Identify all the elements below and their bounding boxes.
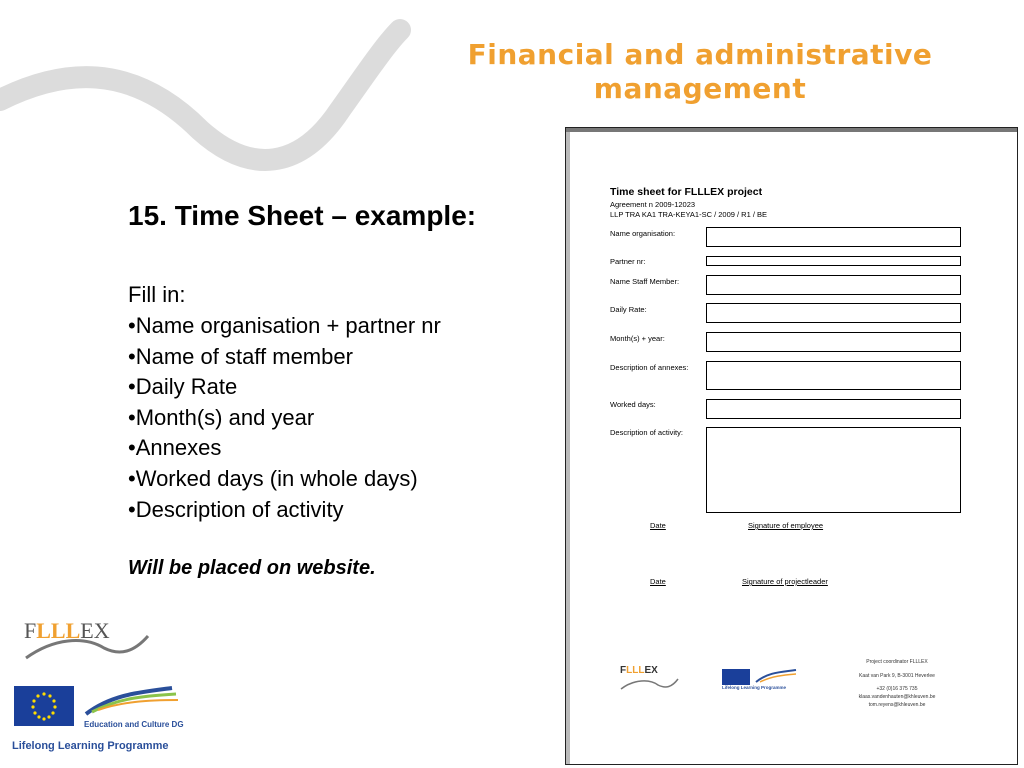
field-box-worked-days (706, 399, 961, 419)
field-box-annexes (706, 361, 961, 390)
project-reference: LLP TRA KA1 TRA-KEYA1-SC / 2009 / R1 / BE (610, 210, 768, 219)
footer-logo-prefix: F (620, 665, 627, 676)
field-label-organisation: Name organisation: (610, 229, 676, 238)
footer-logo-suffix: EX (644, 665, 658, 676)
field-label-daily-rate: Daily Rate: (610, 305, 647, 314)
list-item: •Daily Rate (128, 374, 238, 400)
footer-logo-lll: LLL (626, 665, 645, 676)
field-label-annexes: Description of annexes: (610, 363, 689, 372)
flllex-swoosh-icon (24, 632, 152, 662)
date-label-employee: Date (650, 521, 666, 530)
signature-projectleader-label: Signature of projectleader (742, 577, 828, 586)
agreement-number: Agreement n 2009-12023 (610, 200, 696, 209)
field-box-month-year (706, 332, 961, 352)
contact-line: Project coordinator FLLLEX (866, 659, 928, 665)
website-note: Will be placed on website. (128, 557, 376, 579)
field-label-activity: Description of activity: (610, 428, 683, 437)
field-box-activity (706, 427, 961, 513)
slide-heading: 15. Time Sheet – example: (128, 200, 477, 231)
timesheet-title: Time sheet for FLLLEX project (610, 186, 763, 198)
contact-line: +32 (0)16 375 735 (876, 686, 918, 692)
contact-line: tom.reyens@khleuven.be (868, 702, 926, 708)
contact-line: Kaat van Park 9, B-3001 Heverlee (859, 673, 935, 679)
footer-flllex-swoosh-icon (620, 677, 680, 691)
llp-swoosh-icon (82, 684, 182, 718)
field-label-staff: Name Staff Member: (610, 277, 680, 286)
signature-employee-label: Signature of employee (748, 521, 824, 530)
instructions-list (128, 311, 441, 525)
list-item: •Month(s) and year (128, 404, 315, 430)
field-box-daily-rate (706, 303, 961, 323)
list-item: •Annexes (128, 435, 222, 461)
logo-lll: LLL (36, 618, 81, 643)
date-label-projectleader: Date (650, 577, 666, 586)
eu-flag-icon (14, 686, 74, 726)
eu-logo-block (10, 684, 190, 764)
timesheet-document (565, 127, 1018, 765)
decorative-swoosh (0, 0, 420, 200)
field-label-worked-days: Worked days: (610, 400, 656, 409)
llp-caption: Lifelong Learning Programme (12, 740, 169, 752)
footer-llp-caption: Lifelong Learning Programme (722, 685, 787, 690)
slide-title: Financial and administrative management (467, 38, 933, 105)
logo-suffix: EX (80, 618, 110, 643)
footer-flllex-logo (620, 665, 658, 676)
list-item: •Description of activity (128, 496, 344, 522)
field-label-partner: Partner nr: (610, 257, 646, 266)
field-box-partner (706, 256, 961, 266)
list-item: •Name organisation + partner nr (128, 313, 441, 338)
list-item: •Name of staff member (128, 343, 353, 369)
logo-prefix: F (24, 618, 37, 643)
eu-caption: Education and Culture DG (84, 720, 184, 729)
footer-eu-flag-icon (722, 669, 750, 685)
fill-in-label: Fill in: (128, 282, 186, 307)
list-item: •Worked days (in whole days) (128, 465, 418, 491)
contact-line: klaas.vandenhauten@khleuven.be (858, 694, 936, 700)
field-label-month-year: Month(s) + year: (610, 334, 665, 343)
field-box-staff (706, 275, 961, 295)
footer-llp-swoosh-icon (754, 668, 798, 684)
field-box-organisation (706, 227, 961, 247)
